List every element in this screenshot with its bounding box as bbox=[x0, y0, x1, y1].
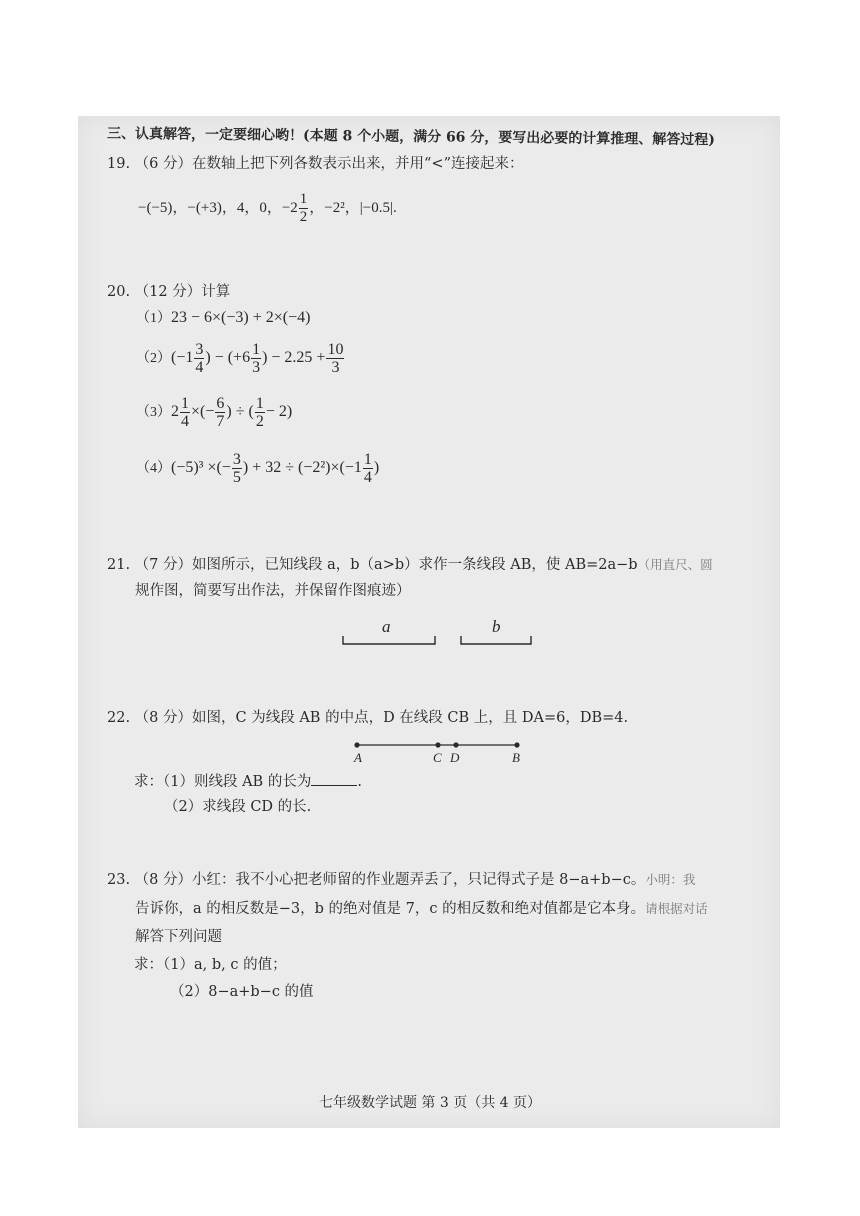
q22-line-figure bbox=[345, 736, 535, 768]
q20-part4-label: （4） bbox=[136, 461, 171, 476]
q20-part4-frac2 bbox=[363, 451, 373, 486]
q19-nums-a: −(−5)，−(+3)，4，0， bbox=[138, 200, 282, 216]
q23-ask1: 求：（1）a, b, c 的值； bbox=[134, 957, 287, 973]
q20-part3-frac3-den: 2 bbox=[255, 412, 264, 430]
q20-part3-b: ×(− bbox=[191, 403, 215, 420]
q20-number: 20. bbox=[107, 284, 131, 300]
q19-mixed-whole: −2 bbox=[281, 200, 298, 216]
q19-score: （6 分） bbox=[134, 156, 193, 172]
page-footer: 七年级数学试题 第 3 页（共 4 页） bbox=[318, 1095, 542, 1111]
q20-part2-frac2-den: 3 bbox=[252, 358, 261, 376]
q23-score: （8 分） bbox=[134, 872, 193, 888]
q21-segment-figure bbox=[330, 612, 550, 652]
q19-frac-num: 1 bbox=[299, 190, 308, 207]
segment-a-label: a bbox=[382, 617, 391, 636]
q22-prompt bbox=[107, 708, 628, 728]
q20-part4 bbox=[136, 448, 379, 489]
q19-prompt bbox=[107, 154, 524, 174]
q21-line2: 规作图，简要写出作法，并保留作图痕迹） bbox=[135, 583, 411, 599]
q23-line1-note: 小明：我 bbox=[645, 872, 696, 887]
q19-mixed-number bbox=[282, 188, 309, 228]
q20-part4-a: (−5)³ ×(− bbox=[171, 459, 231, 476]
q19-number: 19. bbox=[107, 156, 131, 172]
q22-ask1-end: . bbox=[357, 774, 362, 790]
point-d-label: D bbox=[450, 750, 460, 765]
q19-frac-den: 2 bbox=[299, 208, 308, 225]
q20-part4-c: ) bbox=[373, 459, 380, 476]
q20-part2 bbox=[136, 338, 345, 379]
point-c-label: C bbox=[433, 750, 442, 765]
q20-part2-frac2 bbox=[251, 341, 261, 376]
point-a-label: A bbox=[354, 750, 362, 765]
q20-part2-frac3 bbox=[326, 341, 344, 376]
q20-part4-frac2-den: 4 bbox=[363, 468, 372, 486]
segment-b bbox=[461, 636, 531, 644]
q20-part2-c: ) − 2.25 + bbox=[262, 349, 326, 366]
q20-part3-frac2-num: 6 bbox=[216, 394, 225, 412]
q20-part2-frac1-den: 4 bbox=[195, 358, 204, 376]
q20-part3-frac1-den: 4 bbox=[181, 412, 189, 430]
q20-part2-label: （2） bbox=[136, 351, 171, 366]
q23-number: 23. bbox=[107, 872, 131, 888]
q20-part4-b: ) + 32 ÷ (−2²)×(−1 bbox=[242, 459, 362, 476]
q20-part2-frac1 bbox=[194, 341, 204, 376]
q20-part2-frac2-num: 1 bbox=[252, 340, 261, 358]
q22-number: 22. bbox=[107, 710, 131, 726]
q20-part1-expr: 23 − 6×(−3) + 2×(−4) bbox=[171, 309, 311, 326]
q21-text: 如图所示，已知线段 a，b（a>b）求作一条线段 AB，使 AB=2a−b bbox=[192, 557, 638, 573]
q20-part4-frac1-num: 3 bbox=[232, 450, 241, 468]
q20-part2-frac3-num: 10 bbox=[327, 340, 344, 358]
q20-part2-frac3-den: 3 bbox=[331, 358, 340, 376]
q20-part4-frac1 bbox=[232, 451, 242, 486]
q19-text: 在数轴上把下列各数表示出来，并用“<”连接起来： bbox=[192, 156, 524, 172]
q20-part4-frac2-num: 1 bbox=[363, 450, 372, 468]
q22-ask2: （2）求线段 CD 的长. bbox=[164, 799, 312, 815]
q21-text-note: （用直尺、圆 bbox=[637, 557, 713, 572]
q19-numbers bbox=[138, 188, 397, 228]
q20-part3-frac2-den: 7 bbox=[216, 412, 225, 430]
q20-part3-d: − 2) bbox=[265, 403, 293, 420]
q22-ask1-text: 求：（1）则线段 AB 的长为 bbox=[134, 774, 312, 790]
segment-b-label: b bbox=[492, 617, 501, 636]
q23-line1 bbox=[107, 870, 695, 890]
q20-part3-frac1 bbox=[180, 395, 190, 430]
q20-part3-frac3 bbox=[255, 395, 265, 430]
q23-line2-note: 请根据对话 bbox=[645, 901, 708, 916]
q20-score: （12 分） bbox=[134, 284, 202, 300]
q20-part1 bbox=[136, 308, 310, 329]
q20-part1-label: （1） bbox=[136, 311, 171, 326]
q20-part3 bbox=[136, 392, 292, 433]
q20-part2-frac1-num: 3 bbox=[195, 340, 204, 358]
q20-part3-a: 2 bbox=[171, 403, 179, 420]
q23-line3: 解答下列问题 bbox=[135, 929, 222, 945]
q21-number: 21. bbox=[107, 557, 131, 573]
point-b-label: B bbox=[512, 750, 520, 765]
q20-part3-frac2 bbox=[215, 395, 225, 430]
section-heading: 三、认真解答，一定要细心哟！(本题 8 个小题，满分 66 分，要写出必要的计算推理、解答过程) bbox=[106, 125, 716, 149]
segment-a bbox=[343, 636, 435, 644]
q20-part3-c: ) ÷ ( bbox=[226, 403, 254, 420]
q23-line1-text: 小红：我不小心把老师留的作业题弄丢了，只记得式子是 8−a+b−c。 bbox=[192, 872, 646, 888]
point-b-dot bbox=[514, 742, 519, 747]
q20-prompt bbox=[107, 282, 230, 302]
q22-score: （8 分） bbox=[134, 710, 193, 726]
point-d-dot bbox=[453, 742, 458, 747]
q23-line2 bbox=[135, 899, 708, 919]
point-a-dot bbox=[354, 742, 359, 747]
q20-part2-a: (−1 bbox=[171, 349, 194, 366]
q23-ask2: （2）8−a+b−c 的值 bbox=[170, 984, 314, 1000]
q19-nums-b: ，−2²，|−0.5|. bbox=[309, 200, 397, 216]
q20-part2-b: ) − (+6 bbox=[205, 349, 251, 366]
q23-line2-text: 告诉你，a 的相反数是−3，b 的绝对值是 7，c 的相反数和绝对值都是它本身。 bbox=[135, 901, 646, 917]
q20-part3-label: （3） bbox=[136, 405, 171, 420]
q20-part3-frac1-num: 1 bbox=[181, 394, 189, 412]
q20-part4-frac1-den: 5 bbox=[232, 468, 241, 486]
q21-score: （7 分） bbox=[134, 557, 193, 573]
answer-blank bbox=[311, 771, 357, 786]
q20-part3-frac3-num: 1 bbox=[255, 394, 264, 412]
point-c-dot bbox=[435, 742, 440, 747]
q22-text: 如图，C 为线段 AB 的中点，D 在线段 CB 上，且 DA=6，DB=4. bbox=[192, 710, 629, 726]
q20-text: 计算 bbox=[201, 284, 231, 300]
q21-prompt bbox=[107, 555, 713, 575]
q22-ask1 bbox=[134, 771, 362, 792]
